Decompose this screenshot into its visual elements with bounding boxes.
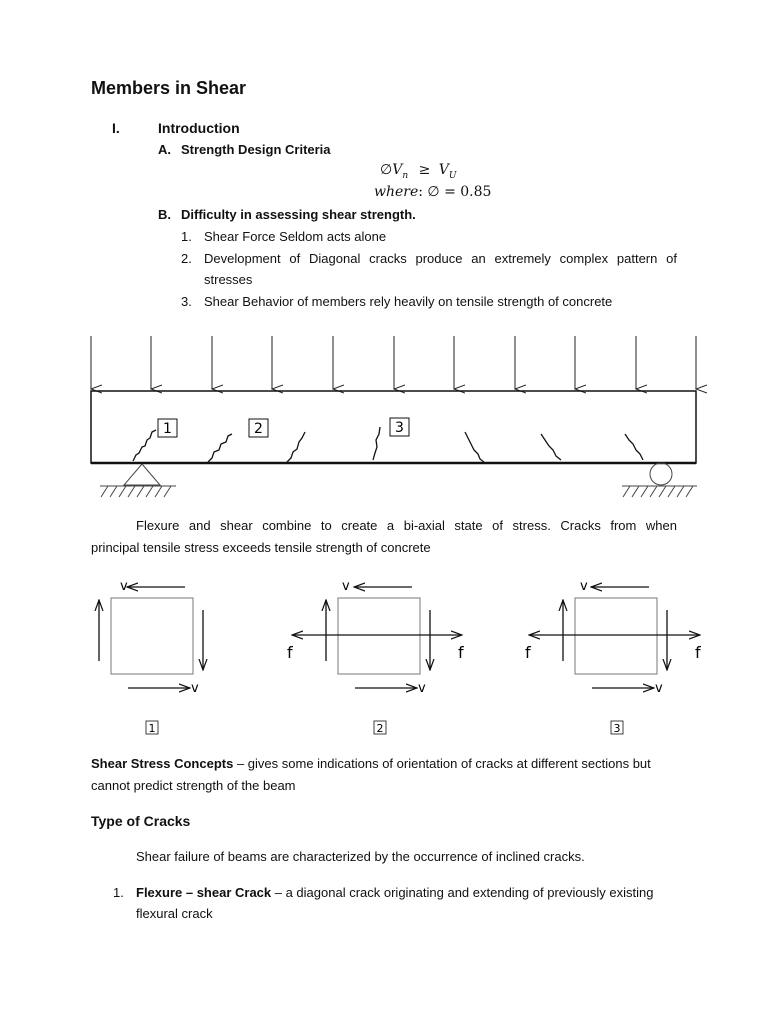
crack-type-desc: – a diagonal crack originating and extending of previously existing — [271, 885, 654, 900]
shear-label-v: v — [655, 681, 663, 696]
pin-support — [100, 464, 176, 497]
list-item-continuation: stresses — [204, 272, 253, 287]
formula-v: V — [392, 162, 403, 178]
normal-stress-label-f: f — [287, 643, 293, 662]
shear-label-v: v — [342, 579, 350, 594]
where-word: where — [374, 184, 419, 200]
stress-paragraph-line1: Flexure and shear combine to create a bi-axial state of stress. Cracks from when — [136, 518, 677, 533]
shear-concepts-line2: cannot predict strength of the beam — [91, 778, 296, 793]
element-caption: 3 — [613, 722, 621, 735]
stress-paragraph-line2: principal tensile stress exceeds tensile strength of concrete — [91, 540, 431, 555]
element-caption: 1 — [148, 722, 156, 735]
list-item-number: 2. — [181, 251, 192, 266]
normal-stress-label-f: f — [695, 643, 701, 662]
stress-elements-diagram — [0, 570, 768, 745]
shear-label-v: v — [418, 681, 426, 696]
formula-n: n — [402, 170, 409, 181]
list-item-text: Shear Force Seldom acts alone — [204, 229, 387, 244]
section-numeral: I. — [112, 120, 120, 136]
list-item-number: 3. — [181, 294, 192, 309]
sub-a-letter: A. — [158, 142, 171, 157]
shear-concepts-desc: – gives some indications of orientation of cracks at different sections but — [233, 756, 651, 771]
crack-labels — [158, 418, 409, 437]
phi-value: : ∅ = 0.85 — [418, 184, 492, 200]
cracks-intro: Shear failure of beams are characterized by the occurrence of inclined cracks. — [136, 849, 585, 864]
sub-b-text: Difficulty in assessing shear strength. — [181, 207, 416, 222]
shear-label-v: v — [120, 579, 128, 594]
section-heading-cracks: Type of Cracks — [91, 813, 191, 829]
element-caption: 2 — [376, 722, 384, 735]
cracks — [133, 427, 643, 462]
sub-b-letter: B. — [158, 207, 171, 222]
shear-label-v: v — [191, 681, 199, 696]
stress-element-1 — [99, 579, 203, 696]
shear-concepts-line1 — [91, 756, 651, 771]
crack-type-1-line2: flexural crack — [136, 906, 213, 921]
crack-label: 1 — [163, 421, 172, 437]
section-heading: Introduction — [158, 120, 240, 136]
page-title: Members in Shear — [91, 78, 247, 98]
crack-label: 3 — [395, 420, 404, 436]
geq-symbol: ≥ — [418, 162, 431, 178]
stress-element-3 — [525, 579, 701, 696]
list-item-text: Development of Diagonal cracks produce an extremely complex pattern of — [204, 251, 677, 266]
list-item-number: 1. — [181, 229, 192, 244]
roller-support — [622, 463, 697, 497]
formula-u: U — [448, 170, 457, 181]
list-item-number: 1. — [113, 885, 124, 900]
shear-label-v: v — [580, 579, 588, 594]
formula-vu: V — [438, 162, 449, 178]
normal-stress-label-f: f — [525, 643, 531, 662]
shear-concepts-term: Shear Stress Concepts — [91, 756, 234, 771]
load-arrows — [91, 336, 696, 389]
normal-stress-label-f: f — [458, 643, 464, 662]
phi-symbol: ∅ — [380, 162, 393, 178]
sub-a-text: Strength Design Criteria — [181, 142, 331, 157]
phi-definition — [374, 184, 491, 200]
crack-type-term: Flexure – shear Crack — [136, 885, 272, 900]
crack-label: 2 — [254, 421, 263, 437]
beam-crack-diagram — [0, 330, 768, 505]
element-captions — [146, 721, 623, 735]
stress-element-2 — [287, 579, 464, 696]
strength-formula — [380, 162, 456, 181]
list-item-text: Shear Behavior of members rely heavily on tensile strength of concrete — [204, 294, 613, 309]
crack-type-1 — [136, 885, 653, 900]
